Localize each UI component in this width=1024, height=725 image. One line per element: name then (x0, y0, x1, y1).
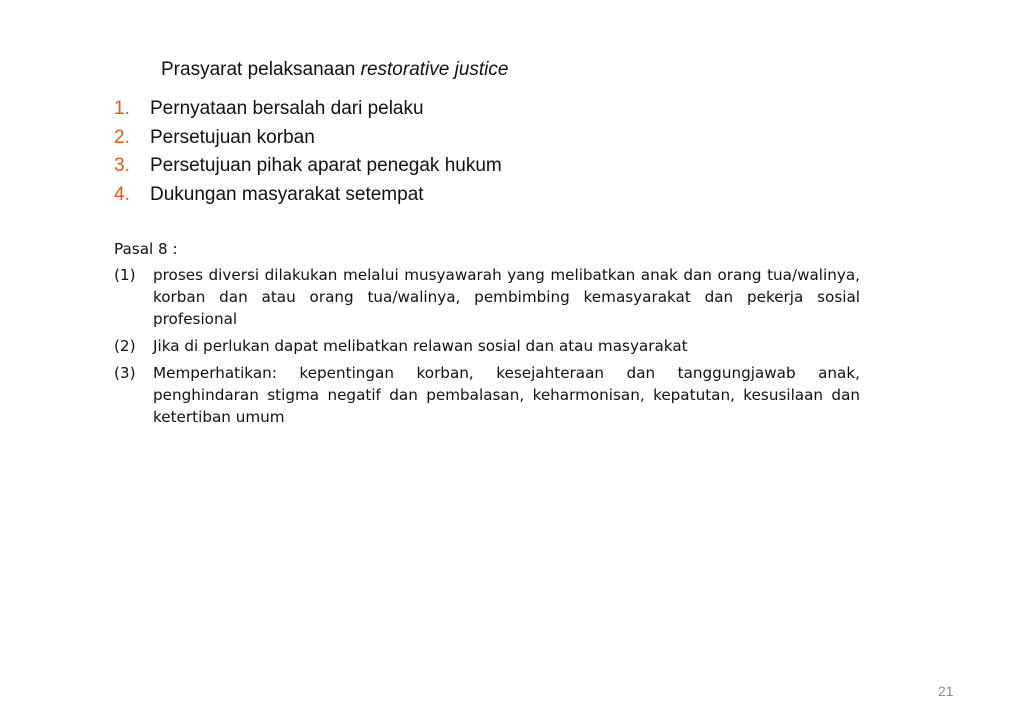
pasal-section (114, 238, 860, 433)
list-number: 2. (114, 126, 130, 148)
list-number: 1. (114, 98, 130, 119)
clause-mark: (1) (114, 266, 136, 284)
list-text: Pernyataan bersalah dari pelaku (150, 98, 424, 119)
clause-text: Memperhatikan: kepentingan korban, kesejahteraan dan tanggungjawab anak, penghindaran stigma negatif dan pembalasan, keharmonisan, kepatutan, kesusilaan dan ketertiban umum (153, 364, 860, 426)
pasal-clause (114, 335, 860, 357)
clause-mark: (3) (114, 364, 136, 382)
clause-text: proses diversi dilakukan melalui musyawarah yang melibatkan anak dan orang tua/walinya, korban dan atau orang tua/walinya, pembimbing kemasyarakat dan pekerja sosial profesional (153, 266, 860, 328)
list-text: Dukungan masyarakat setempat (150, 183, 424, 205)
list-text: Persetujuan pihak aparat penegak hukum (150, 155, 502, 176)
slide-title (161, 58, 508, 82)
page-number: 21 (938, 683, 954, 699)
list-text: Persetujuan korban (150, 126, 315, 148)
list-number: 3. (114, 155, 130, 176)
list-number: 4. (114, 183, 130, 205)
pasal-clause (114, 264, 860, 330)
pasal-heading: Pasal 8 : (114, 240, 178, 258)
clause-mark: (2) (114, 337, 136, 355)
pasal-clause (114, 362, 860, 428)
title-text: Prasyarat pelaksanaan (161, 59, 356, 80)
clause-text: Jika di perlukan dapat melibatkan relawan sosial dan atau masyarakat (153, 337, 688, 355)
title-italic-text: restorative justice (360, 59, 509, 80)
